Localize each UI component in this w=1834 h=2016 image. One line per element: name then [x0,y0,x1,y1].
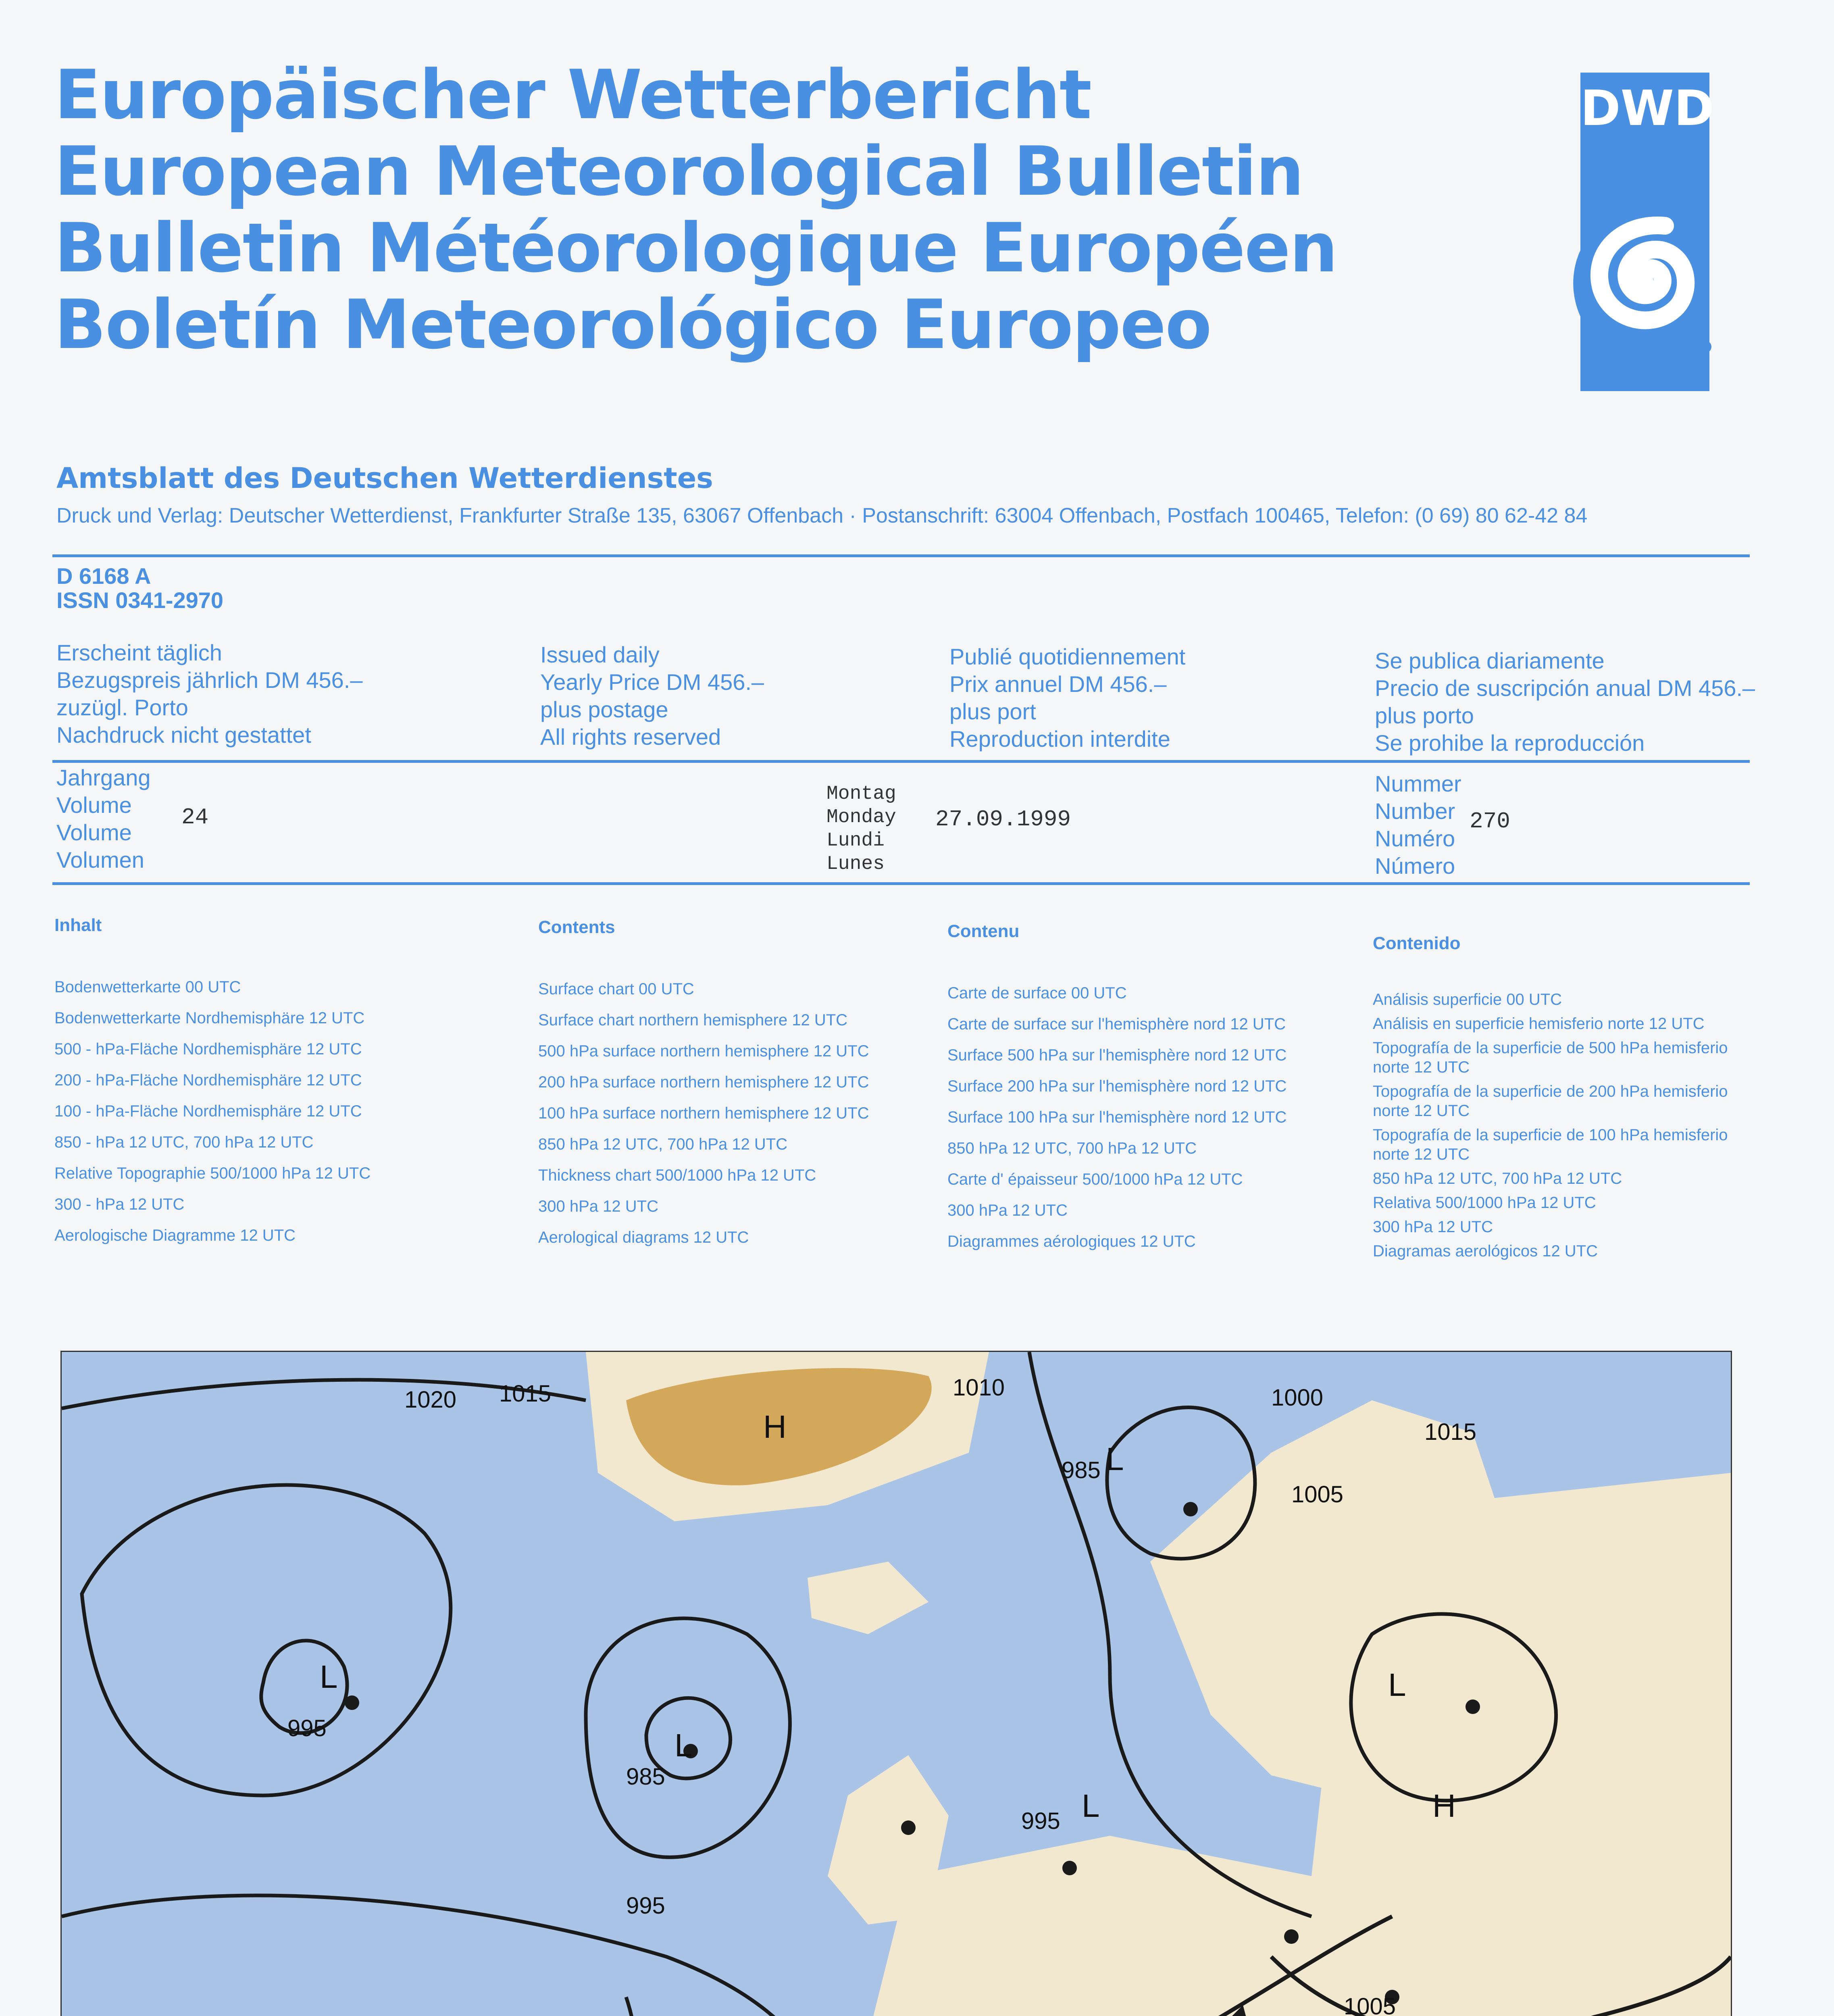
info-line: Prix annuel DM 456.– [949,671,1167,697]
contents-item[interactable]: Bodenwetterkarte 00 UTC [54,978,241,996]
number-label: Numéro [1375,826,1455,851]
contents-es [1373,933,1736,1266]
contents-item[interactable]: Surface 200 hPa sur l'hemisphère nord 12 UTC [947,1077,1287,1095]
isobar-label: 995 [626,1893,665,1919]
info-line: Bezugspreis jährlich DM 456.– [56,667,363,693]
info-line: Publié quotidiennement [949,644,1186,669]
pressure-center: L [1106,1441,1124,1477]
publisher-title: Amtsblatt des Deutschen Wetterdienstes [56,462,713,495]
contents-item[interactable]: 500 - hPa-Fläche Nordhemisphäre 12 UTC [54,1040,362,1058]
title-spanish: Boletín Meteorológico Europeo [54,285,1211,364]
isobar-label: 1005 [1344,1993,1396,2016]
info-line: All rights reserved [540,724,721,750]
isobar-label: 1015 [1424,1419,1477,1445]
contents-item[interactable]: 500 hPa surface northern hemisphere 12 UTC [538,1042,869,1060]
volume-labels [56,764,151,874]
contents-item[interactable]: 850 hPa 12 UTC, 700 hPa 12 UTC [538,1135,788,1153]
title-german: Europäischer Wetterbericht [54,55,1091,134]
pressure-center: L [1388,1667,1406,1703]
day-label: Lunes [826,853,885,875]
contents-item[interactable]: Thickness chart 500/1000 hPa 12 UTC [538,1166,816,1184]
contents-item[interactable]: Surface 500 hPa sur l'hemisphère nord 12 UTC [947,1046,1287,1064]
day-label: Lundi [826,830,885,852]
title-english: European Meteorological Bulletin [54,132,1303,211]
uk-land [828,1755,949,1924]
contents-item[interactable]: Bodenwetterkarte Nordhemisphäre 12 UTC [54,1009,365,1027]
contents-item[interactable]: Relativa 500/1000 hPa 12 UTC [1373,1194,1596,1212]
issn: ISSN 0341-2970 [56,587,224,613]
contents-heading: Contenido [1373,933,1461,953]
isobar-label: 1020 [404,1387,457,1413]
contents-de [54,915,371,1251]
day-label: Montag [826,783,896,805]
contents-item[interactable]: 200 hPa surface northern hemisphere 12 UTC [538,1073,869,1091]
number-label: Número [1375,853,1455,879]
pressure-center: H [763,1409,787,1445]
info-line: Se publica diariamente [1375,648,1605,673]
isobar-label: 995 [1021,1808,1060,1834]
info-line: plus porto [1375,703,1474,728]
contents-item[interactable]: 100 - hPa-Fläche Nordhemisphäre 12 UTC [54,1102,362,1120]
info-column-de [56,639,362,749]
contents-item[interactable]: Surface chart northern hemisphere 12 UTC [538,1011,848,1029]
contents-heading: Contenu [947,921,1020,941]
contents-item[interactable]: 850 - hPa 12 UTC, 700 hPa 12 UTC [54,1133,314,1151]
pressure-center: L [674,1727,693,1763]
contents-item[interactable]: Topografía de la superficie de 500 hPa hemisferio norte 12 UTC [1373,1039,1728,1076]
info-line: zuzügl. Porto [56,695,188,720]
contents-item[interactable]: Carte de surface sur l'hemisphère nord 12 UTC [947,1015,1286,1033]
isobar-label: 1015 [499,1381,552,1407]
contents-item[interactable]: 300 hPa 12 UTC [538,1198,658,1215]
volume-label: Volumen [56,847,144,873]
number-label: Number [1375,798,1455,824]
volume-label: Volume [56,820,132,845]
info-line: plus port [949,699,1036,724]
contents-item[interactable]: 850 hPa 12 UTC, 700 hPa 12 UTC [947,1139,1197,1157]
d-number: D 6168 A [56,563,151,589]
contents-item[interactable]: Relative Topographie 500/1000 hPa 12 UTC [54,1164,371,1182]
contents-item[interactable]: Carte d' épaisseur 500/1000 hPa 12 UTC [947,1170,1243,1188]
volume-label: Jahrgang [56,765,151,790]
info-line: plus postage [540,697,668,722]
volume-value: 24 [181,804,209,830]
info-column-es [1375,647,1755,757]
publisher-line: Druck und Verlag: Deutscher Wetterdienst, Frankfurter Straße 135, 63067 Offenbach · Postanschrift: 63004 Offenbach, Postfach 100465, Telefon: (0 69) 80 62-42 84 [56,504,1588,527]
issue-number: 270 [1470,808,1510,834]
contents-item[interactable]: 850 hPa 12 UTC, 700 hPa 12 UTC [1373,1170,1622,1187]
info-column-en [540,641,764,751]
rule-1 [52,554,1750,557]
contents-item[interactable]: Diagramas aerológicos 12 UTC [1373,1242,1598,1260]
isobar-label: 985 [1062,1457,1101,1483]
contents-item[interactable]: Surface chart 00 UTC [538,980,694,998]
info-line: Issued daily [540,642,660,667]
isobar-label: 995 [287,1715,327,1741]
rule-3 [52,882,1750,885]
contents-heading: Contents [538,917,615,937]
title-french: Bulletin Météorologique Européen [54,208,1337,287]
contents-item[interactable]: Análisis superficie 00 UTC [1373,991,1562,1008]
contents-item[interactable]: Aerological diagrams 12 UTC [538,1229,749,1246]
info-line: Yearly Price DM 456.– [540,669,764,695]
isobar-label: 985 [626,1764,665,1790]
surface-chart-map [60,1351,1732,2016]
number-labels [1375,770,1461,880]
contents-item[interactable]: 300 - hPa 12 UTC [54,1195,185,1213]
info-line: Se prohibe la reproducción [1375,730,1645,756]
rule-2 [52,760,1750,763]
iceland-land [808,1562,928,1634]
contents-fr [947,921,1287,1257]
isobar-label: 1010 [953,1375,1005,1401]
pressure-center: L [1082,1788,1100,1824]
eastern-europe-land [1311,1473,1731,2016]
contents-item[interactable]: Topografía de la superficie de 200 hPa hemisferio norte 12 UTC [1373,1083,1728,1120]
contents-heading: Inhalt [54,915,102,935]
contents-item[interactable]: Análisis en superficie hemisferio norte 12 UTC [1373,1015,1705,1033]
number-label: Nummer [1375,771,1461,796]
swirl-icon [1544,169,1746,379]
pressure-center: L [320,1659,338,1695]
contents-item[interactable]: Surface 100 hPa sur l'hemisphère nord 12 UTC [947,1108,1287,1126]
info-line: Nachdruck nicht gestattet [56,722,311,748]
contents-item[interactable]: Topografía de la superficie de 100 hPa hemisferio norte 12 UTC [1373,1126,1728,1163]
isobar-label: 1005 [1291,1481,1344,1508]
info-line: Erscheint täglich [56,640,222,665]
isobar-label: 1000 [1271,1385,1324,1411]
contents-item[interactable]: Diagrammes aérologiques 12 UTC [947,1233,1196,1250]
volume-label: Volume [56,792,132,818]
contents-item[interactable]: 100 hPa surface northern hemisphere 12 UTC [538,1104,869,1122]
dwd-logo [1580,73,1714,391]
issue-date: 27.09.1999 [935,806,1071,832]
map-svg [62,1352,1731,2016]
info-line: Reproduction interdite [949,726,1170,752]
info-line: Precio de suscripción anual DM 456.– [1375,675,1755,701]
contents-item[interactable]: 300 hPa 12 UTC [1373,1218,1493,1236]
day-labels [826,782,896,876]
contents-item[interactable]: 200 - hPa-Fläche Nordhemisphäre 12 UTC [54,1071,362,1089]
contents-en [538,917,869,1253]
info-column-fr [949,643,1185,753]
contents-item[interactable]: 300 hPa 12 UTC [947,1202,1068,1219]
logo-text: DWD [1580,81,1714,137]
contents-item[interactable]: Carte de surface 00 UTC [947,984,1127,1002]
contents-item[interactable]: Aerologische Diagramme 12 UTC [54,1227,296,1244]
pressure-center: H [1432,1788,1456,1824]
day-label: Monday [826,806,896,828]
